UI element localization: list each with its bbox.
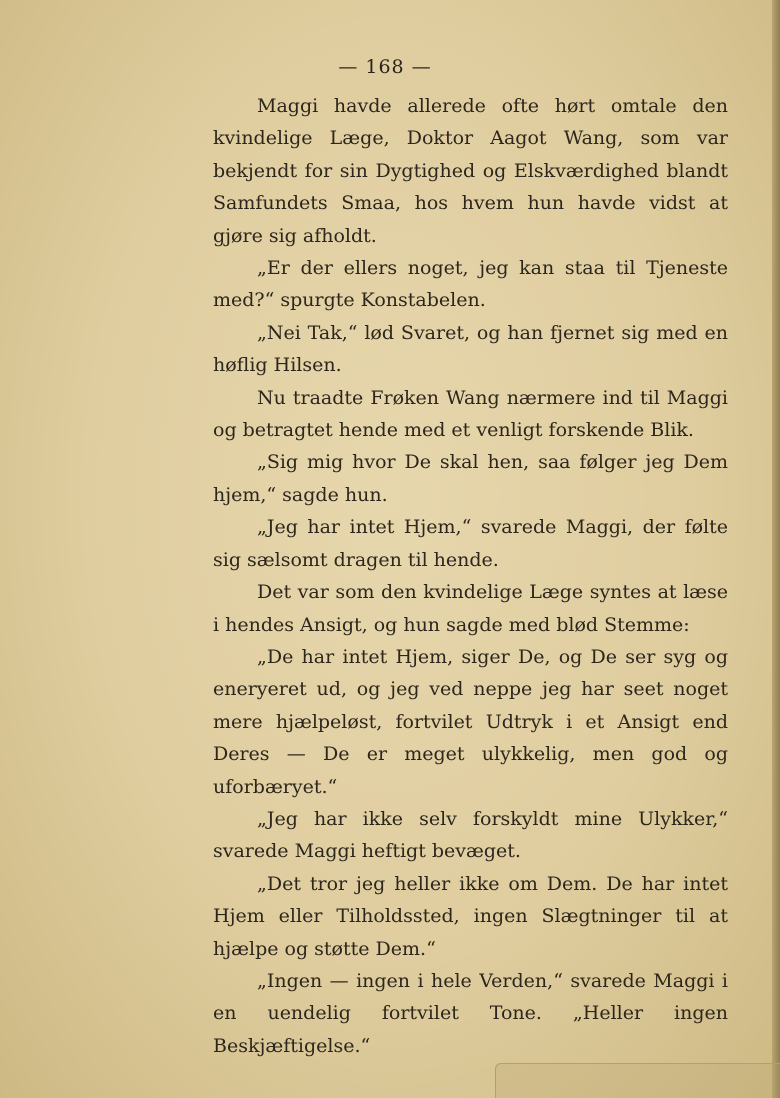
paragraph: Nu traadte Frøken Wang nærmere ind til Maggi og betragtet hende med et venligt forskende Blik. — [213, 386, 728, 442]
paragraph: „Jeg har ikke selv forskyldt mine Ulykker,“ svarede Maggi heftigt bevæget. — [213, 807, 728, 863]
body-text — [213, 90, 728, 1062]
paragraph: „Ingen — ingen i hele Verden,“ svarede Maggi i en uendelig fortvilet Tone. „Heller ingen Beskjæftigelse.“ — [213, 969, 728, 1057]
page-bottom-edge — [495, 1063, 780, 1098]
paragraph: „Nei Tak,“ lød Svaret, og han fjernet sig med en høflig Hilsen. — [213, 321, 728, 377]
paragraph: Maggi havde allerede ofte hørt omtale den kvindelige Læge, Doktor Aagot Wang, som var bekjendt for sin Dygtighed og Elskværdighed blandt Samfundets Smaa, hos hvem hun havde vidst at gjøre sig afholdt. — [213, 95, 728, 247]
paragraph: Det var som den kvindelige Læge syntes at læse i hendes Ansigt, og hun sagde med blød Stemme: — [213, 581, 728, 636]
page-spine-edge — [772, 0, 780, 1098]
paragraph: „Jeg har intet Hjem,“ svarede Maggi, der følte sig sælsomt dragen til hende. — [213, 516, 728, 571]
paragraph: „Sig mig hvor De skal hen, saa følger jeg Dem hjem,“ sagde hun. — [213, 451, 728, 506]
paragraph: „Det tror jeg heller ikke om Dem. De har intet Hjem eller Tilholdssted, ingen Slægtninger til at hjælpe og støtte Dem.“ — [213, 872, 728, 960]
paragraph: „Er der ellers noget, jeg kan staa til Tjeneste med?“ spurgte Konstabelen. — [213, 257, 728, 312]
paragraph: „De har intet Hjem, siger De, og De ser syg og eneryeret ud, og jeg ved neppe jeg har seet noget mere hjælpeløst, fortvilet Udtryk i et Ansigt end Deres — De er meget ulykkelig, men god og uforbæryet.“ — [213, 645, 728, 798]
page-number: — 168 — — [338, 56, 432, 78]
